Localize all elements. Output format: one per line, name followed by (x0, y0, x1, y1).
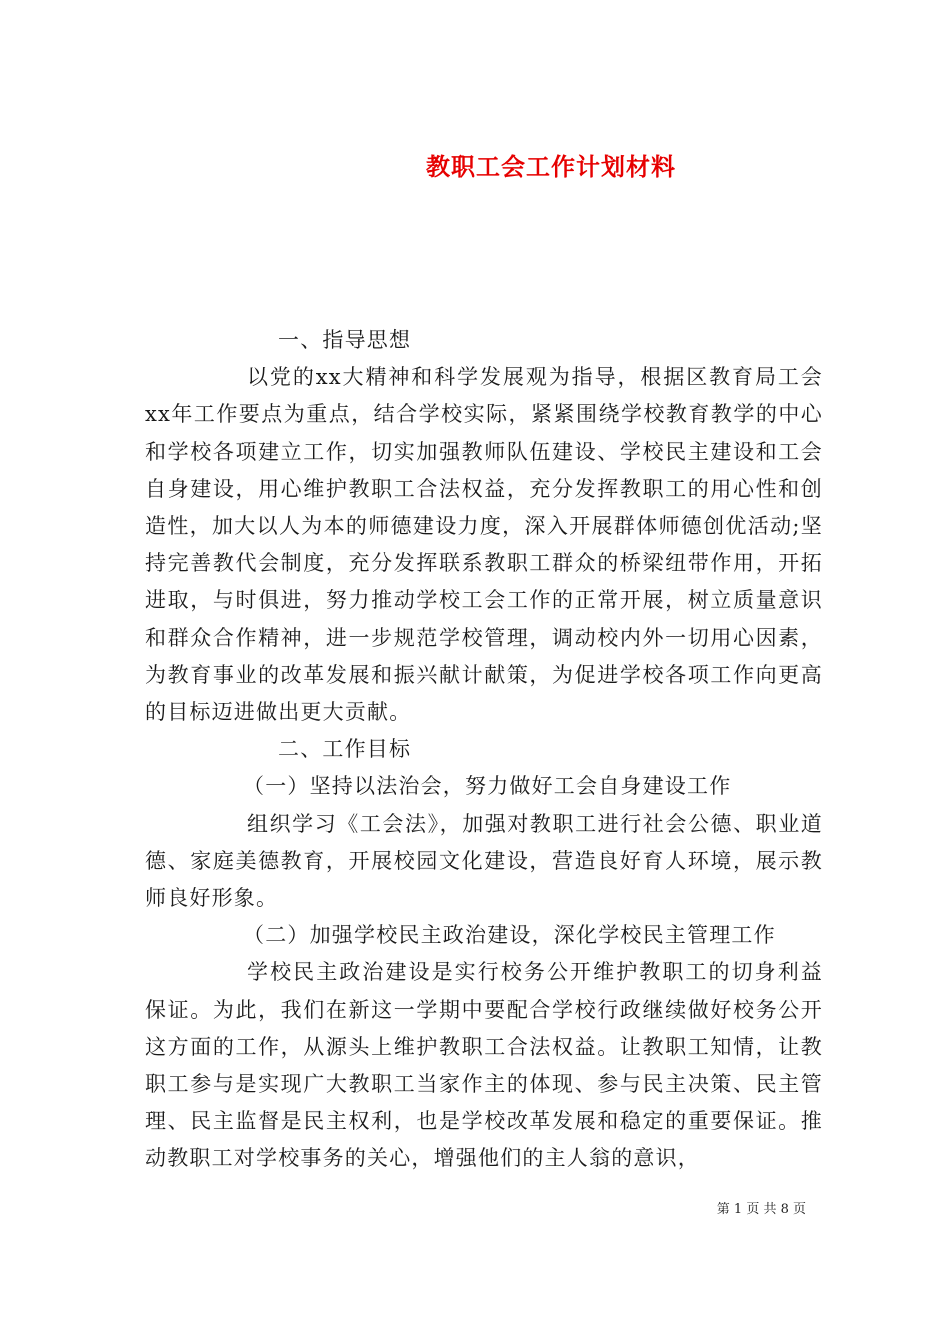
subsection-heading-2: （二）加强学校民主政治建设，深化学校民主管理工作 (243, 923, 776, 948)
subsection-heading-1: （一）坚持以法治会，努力做好工会自身建设工作 (243, 774, 732, 799)
section-heading-guiding-ideology: 一、指导思想 (278, 328, 412, 352)
paragraph-subsection-1: 组织学习《工会法》，加强对教职工进行社会公德、职业道德、家庭美德教育，开展校园文化建设，营造良好育人环境，展示教师良好形象。 (145, 811, 823, 911)
document-body (145, 322, 823, 1178)
paragraph-subsection-2: 学校民主政治建设是实行校务公开维护教职工的切身利益保证。为此，我们在新这一学期中要配合学校行政继续做好校务公开这方面的工作，从源头上维护教职工合法权益。让教职工知情，让教职工参与是实现广大教职工当家作主的体现、参与民主决策、民主管理、民主监督是民主权利，也是学校改革发展和稳定的重要保证。推动教职工对学校事务的关心，增强他们的主人翁的意识， (145, 960, 823, 1171)
page-number-footer: 第 1 页 共 8 页 (716, 1202, 806, 1217)
section-heading-work-goals: 二、工作目标 (278, 737, 412, 762)
document-title: 教职工会工作计划材料 (426, 152, 676, 182)
paragraph-guiding-ideology: 以党的xx大精神和科学发展观为指导，根据区教育局工会xx年工作要点为重点，结合学校实际，紧紧围绕学校教育教学的中心和学校各项建立工作，切实加强教师队伍建设、学校民主建设和工会自身建设，用心维护教职工合法权益，充分发挥教职工的用心性和创造性，加大以人为本的师德建设力度，深入开展群体师德创优活动;坚持完善教代会制度，充分发挥联系教职工群众的桥梁纽带作用，开拓进取，与时俱进，努力推动学校工会工作的正常开展，树立质量意识和群众合作精神，进一步规范学校管理，调动校内外一切用心因素，为教育事业的改革发展和振兴献计献策，为促进学校各项工作向更高的目标迈进做出更大贡献。 (145, 365, 823, 725)
